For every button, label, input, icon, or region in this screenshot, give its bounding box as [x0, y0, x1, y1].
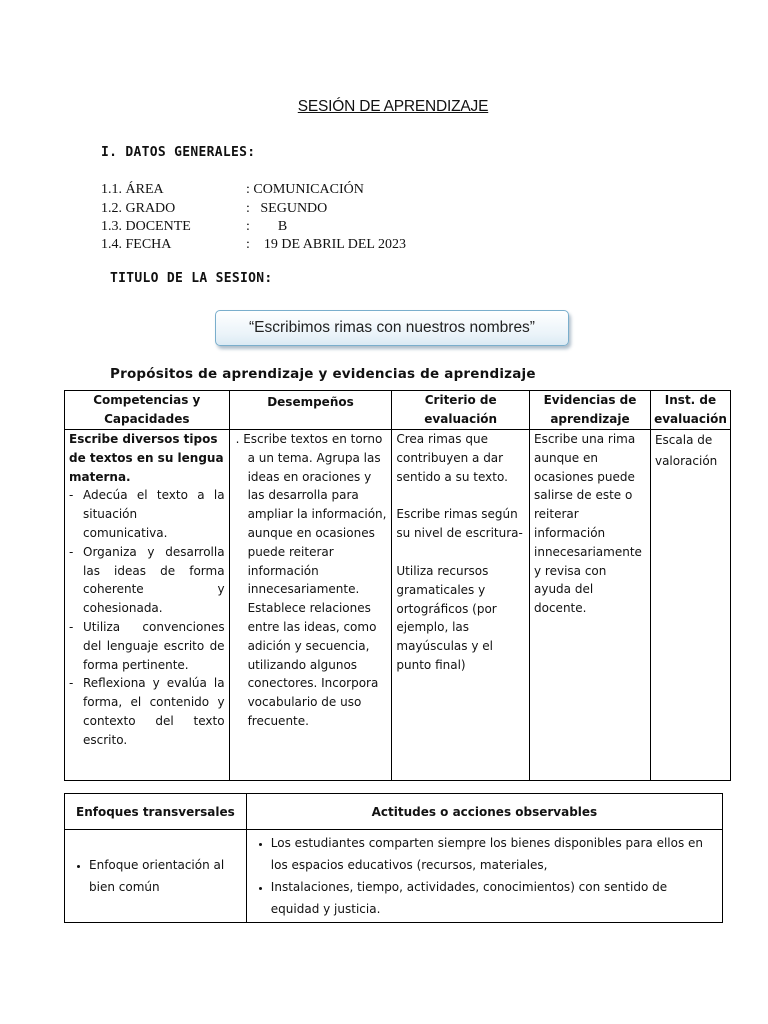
table-header-cell: Evidencias de aprendizaje [530, 391, 651, 430]
general-key: 1.3. DOCENTE [101, 219, 191, 234]
competencies-cell [65, 430, 230, 781]
general-key: 1.2. GRADO [101, 201, 176, 216]
instrument-cell [650, 430, 730, 781]
approaches-table-row [65, 830, 723, 923]
purposes-table-header-row [65, 391, 731, 430]
table-header-cell: Enfoques transversales [65, 794, 247, 830]
general-value: : SEGUNDO [246, 201, 328, 216]
purposes-table-row [65, 430, 731, 781]
purposes-heading: Propósitos de aprendizaje y evidencias de aprendizaje [110, 366, 536, 382]
criterion-item: Crea rimas que contribuyen a dar sentido a su texto. [396, 432, 508, 484]
table-header-cell: Competencias y Capacidades [65, 391, 230, 430]
table-header-cell: Criterio de evaluación [392, 391, 530, 430]
competence-text: Escribe diversos tipos de textos en su lengua materna. [69, 432, 224, 484]
capacity-item: - Adecúa el texto a la situación comunicativa. [69, 486, 225, 542]
performance-text: . Escribe textos en torno a un tema. Agrupa las ideas en oraciones y las desarrolla para ampliar la información, aunque en ocasiones puede reiterar información innecesariamente. Establece relaciones entre las ideas, como adición y secuencia, utilizando algunos conectores. Incorpora vocabulario de uso frecuente. [235, 432, 387, 728]
general-value: : B [246, 219, 288, 234]
approach-item: • Enfoque orientación al bien común [89, 854, 240, 898]
attitude-item: • Los estudiantes comparten siempre los bienes disponibles para ellos en los espacios educativos (recursos, materiales, [271, 832, 716, 876]
approach-list [71, 854, 240, 898]
attitudes-list [253, 832, 716, 920]
table-header-cell: Inst. de evaluación [650, 391, 730, 430]
session-title-text: “Escribimos rimas con nuestros nombres” [249, 319, 535, 336]
instrument-text: Escala de valoración [654, 433, 718, 468]
general-value: : COMUNICACIÓN [246, 182, 364, 197]
section-general-heading: I. DATOS GENERALES: [101, 145, 256, 160]
attitude-item: • Instalaciones, tiempo, actividades, conocimientos) con sentido de equidad y justicia. [271, 876, 716, 920]
general-key: 1.1. ÁREA [101, 182, 164, 197]
capacity-item: - Organiza y desarrolla las ideas de forma coherente y cohesionada. [69, 543, 225, 618]
general-key: 1.4. FECHA [101, 237, 172, 252]
purposes-table [64, 390, 731, 781]
evidence-text: Escribe una rima aunque en ocasiones puede salirse de este o reiterar información innecesariamente y revisa con ayuda del docente. [534, 432, 642, 616]
approaches-table [64, 793, 723, 923]
document-title: SESIÓN DE APRENDIZAJE [297, 98, 489, 115]
capacity-item: - Utiliza convenciones del lenguaje escrito de forma pertinente. [69, 618, 225, 674]
capacities-list [69, 486, 225, 749]
session-title-box [215, 310, 569, 346]
table-header-cell: Desempeños [229, 391, 392, 430]
performance-cell [229, 430, 392, 781]
criteria-cell [392, 430, 530, 781]
criterion-item: Escribe rimas según su nivel de escritura- [396, 507, 523, 541]
table-header-cell: Actitudes o acciones observables [246, 794, 722, 830]
approach-cell [65, 830, 247, 923]
criterion-item: Utiliza recursos gramaticales y ortográficos (por ejemplo, las mayúsculas y el punto final) [396, 563, 497, 672]
evidence-cell [530, 430, 651, 781]
general-value: : 19 DE ABRIL DEL 2023 [246, 237, 406, 252]
attitudes-cell [246, 830, 722, 923]
approaches-table-header-row [65, 794, 723, 830]
session-title-label: TITULO DE LA SESION: [110, 271, 273, 286]
capacity-item: - Reflexiona y evalúa la forma, el contenido y contexto del texto escrito. [69, 674, 225, 749]
